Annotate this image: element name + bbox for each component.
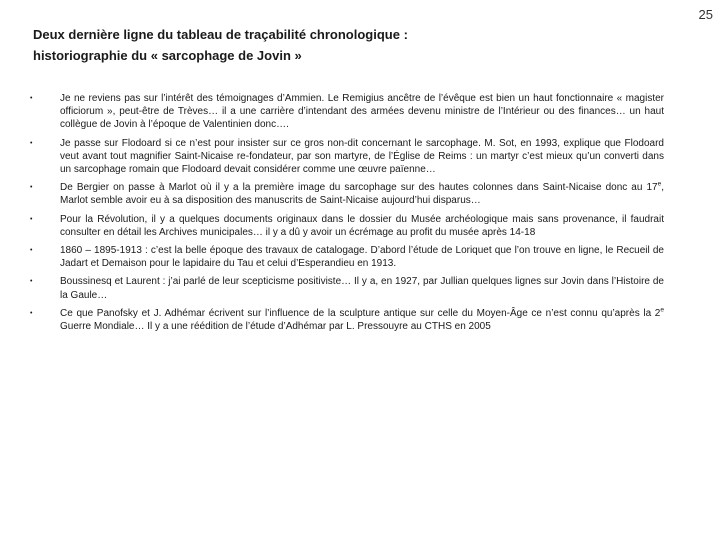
slide-title — [33, 24, 653, 66]
bullet-text: Pour la Révolution, il y a quelques documents originaux dans le dossier du Musée archéologique mais sans provenance, il faudrait consulter en détail les Archives municipales… il y a dû y avoir un écrémage au profit du musée après 14-18 — [60, 213, 664, 238]
title-line-2-text: historiographie du « sarcophage de Jovin — [33, 48, 291, 63]
title-line-1: Deux dernière ligne du tableau de traçabilité chronologique : — [33, 27, 408, 42]
bullet-icon: • — [30, 215, 33, 223]
bullet-text-part-1: De Bergier on passe à Marlot où il y a la première image du sarcophage sur des hautes colonnes dans Saint-Nicaise donc au 17 — [60, 182, 658, 194]
bullet-text-part-1: Ce que Panofsky et J. Adhémar écrivent sur l’influence de la sculpture antique sur celle du Moyen-Âge ce n’est connu qu’après la 2 — [60, 307, 661, 319]
bullet-item-catalogage — [30, 244, 664, 270]
title-line-2 — [33, 45, 653, 66]
bullet-icon: • — [30, 278, 33, 286]
bullet-text: Je passe sur Flodoard si ce n’est pour insister sur ce gros non-dit concernant le sarcophage. M. Sot, en 1993, explique que Flodoard veut avant tout magnifier Saint-Nicaise re-fondateur, par son martyre, de l’Église de Reims : un martyr c’est mieux qu’un converti dans un sarcophage romain que Flodoard devait considérer comme une œuvre païenne… — [60, 137, 664, 176]
bullet-text: 1860 – 1895-1913 : c’est la belle époque des travaux de catalogage. D’abord l’étude de Loriquet que l’on trouve en ligne, le Recueil de Jadart et Demaison pour le lapidaire du Tau et celui d’Esperandieu en 1913. — [60, 245, 664, 270]
bullet-icon: • — [30, 309, 33, 317]
bullet-text: Boussinesq et Laurent : j’ai parlé de leur scepticisme positiviste… Il y a, en 1927, par Jullian quelques lignes sur Jovin dans l’Histoire de la Gaule… — [60, 276, 664, 301]
superscript-e: e — [660, 306, 664, 314]
bullet-item-flodoard — [30, 137, 664, 177]
bullet-text — [60, 182, 664, 206]
bullet-list — [30, 92, 664, 338]
bullet-icon: • — [30, 247, 33, 255]
bullet-item-marlot — [30, 181, 664, 207]
bullet-icon: • — [30, 139, 33, 147]
page-number: 25 — [698, 7, 713, 22]
title-closing-guillemet: » — [290, 48, 302, 63]
bullet-item-panofsky — [30, 307, 664, 333]
bullet-item-ammien — [30, 92, 664, 132]
bullet-text — [60, 308, 664, 332]
bullet-item-revolution — [30, 213, 664, 239]
bullet-icon: • — [30, 95, 33, 102]
bullet-text-part-2: Guerre Mondiale… Il y a une réédition de l’étude d’Adhémar par L. Pressouyre au CTHS en 2005 — [60, 321, 491, 333]
bullet-item-boussinesq — [30, 275, 664, 301]
bullet-text: Je ne reviens pas sur l’intérêt des témoignages d’Ammien. Le Remigius ancêtre de l’évêque est bien un haut fonctionnaire « magister officiorum », peut-être de Trèves… il a une carrière d’intendant des armées devenu ministre de l’Intérieur ou des finances… un haut collègue de Jovin à l’époque de Valentinien donc…. — [60, 93, 664, 131]
bullet-icon: • — [30, 184, 33, 192]
bullet-text-part-2: , Marlot semble avoir eu à sa disposition des manuscrits de Saint-Nicaise aujourd’hui disparus… — [60, 182, 664, 207]
superscript-e: e — [657, 180, 662, 188]
